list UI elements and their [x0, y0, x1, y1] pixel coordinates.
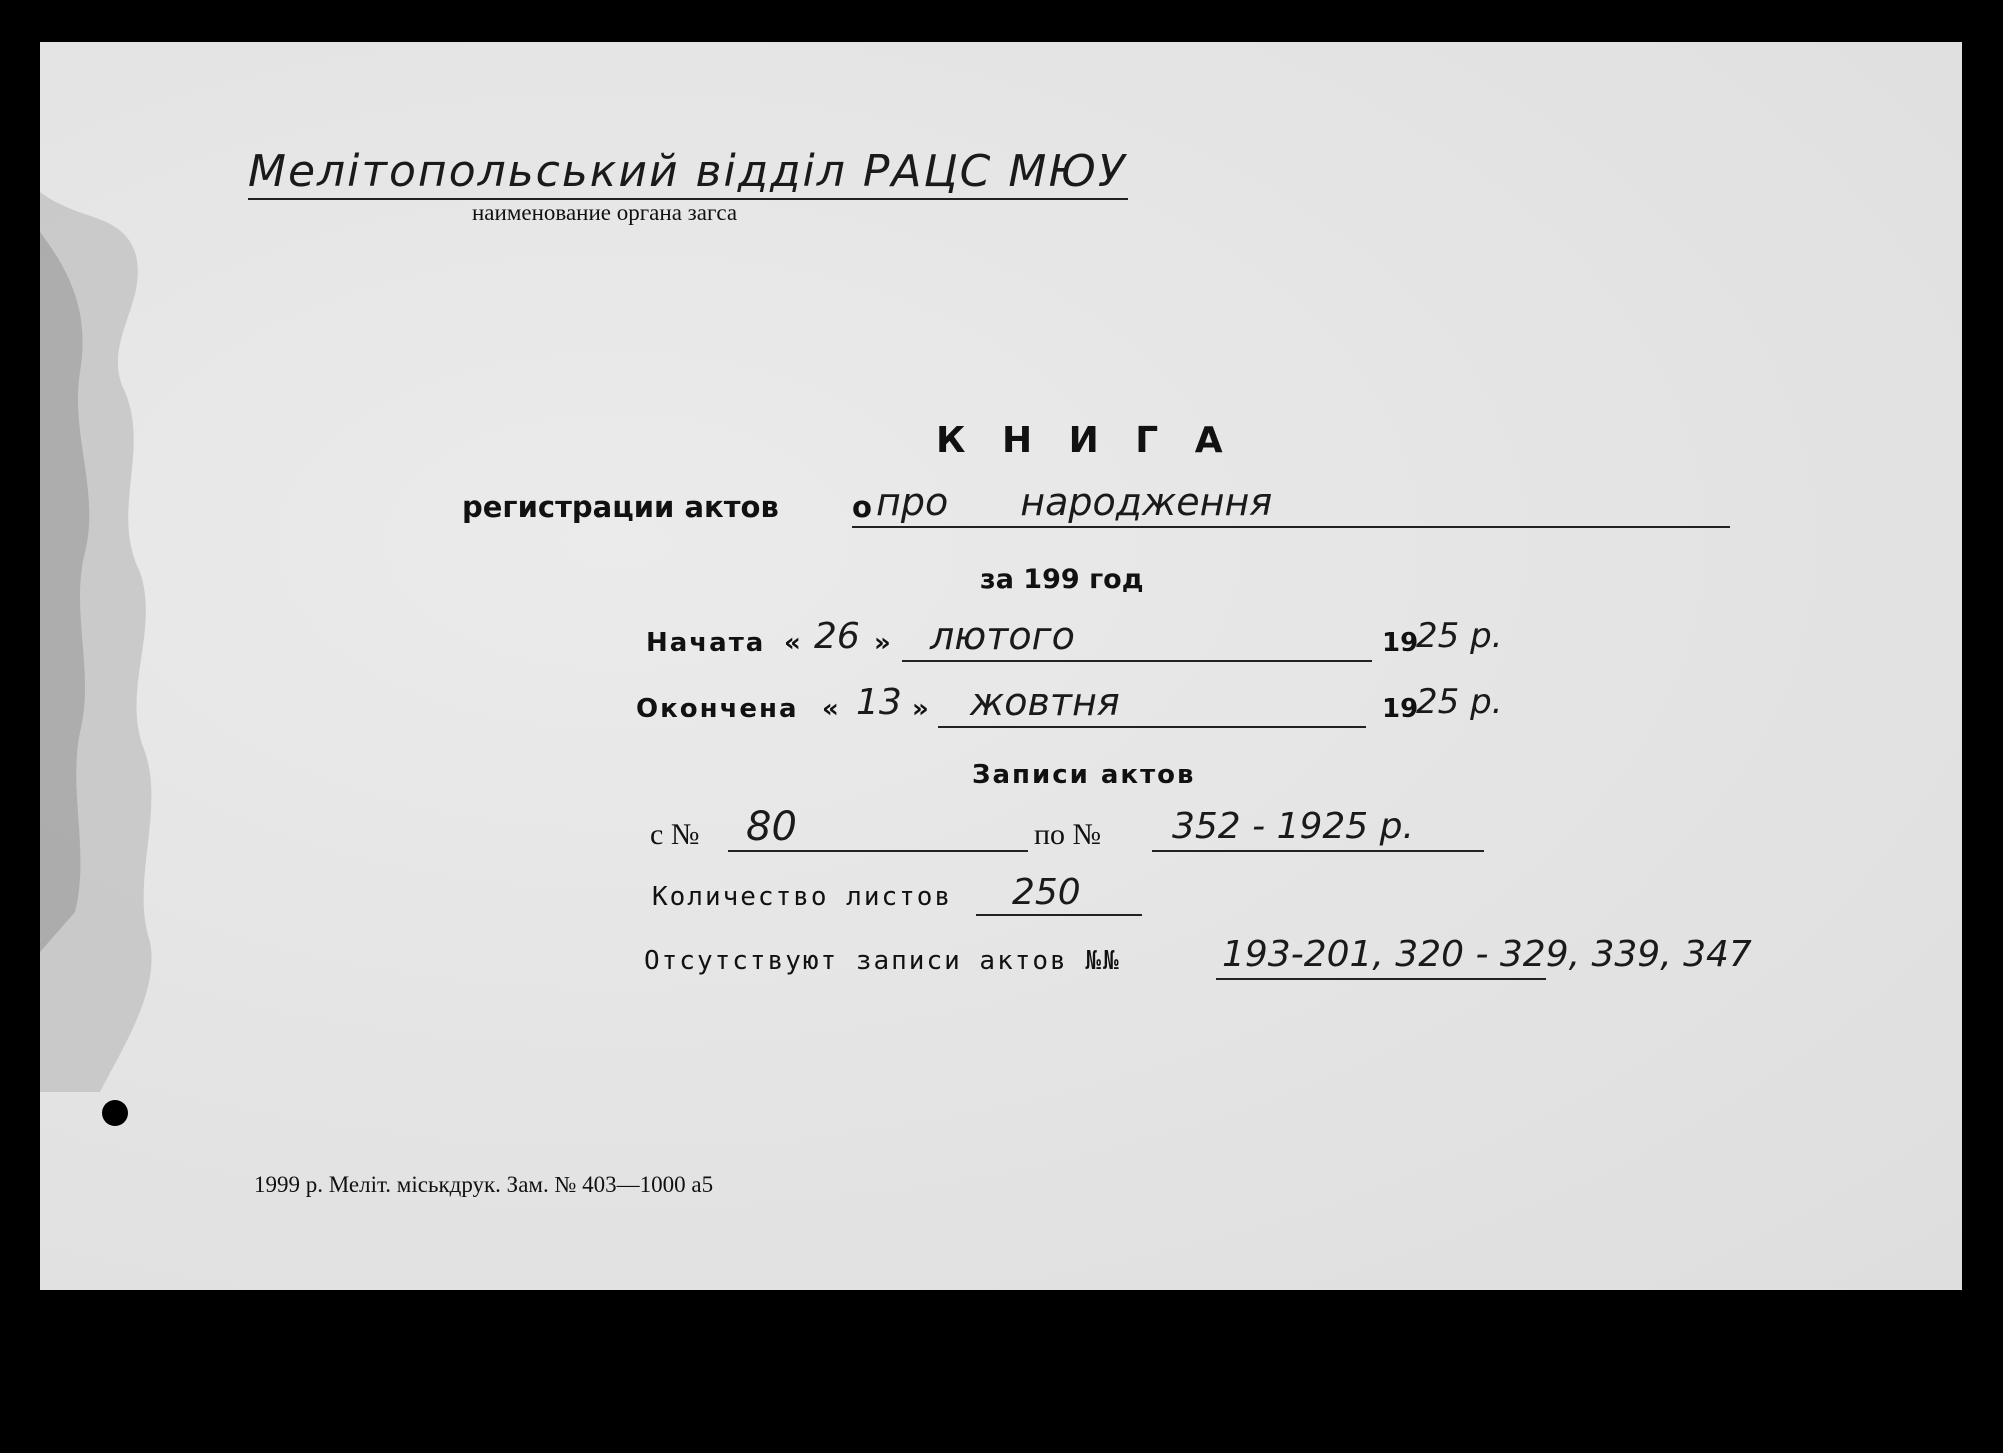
- registration-crossed: о: [852, 490, 872, 524]
- started-open-quote: «: [784, 628, 801, 658]
- registration-label: регистрации актов: [462, 490, 779, 524]
- ended-open-quote: «: [822, 694, 839, 724]
- started-day: 26: [814, 616, 860, 657]
- office-caption: наименование органа загса: [472, 200, 738, 225]
- records-to-value: 352 - 1925 р.: [1172, 806, 1414, 847]
- ended-day: 13: [856, 682, 902, 723]
- records-from-value: 80: [746, 804, 797, 850]
- ended-underline: [938, 726, 1366, 728]
- torn-edge-stain: [40, 192, 190, 1092]
- ended-close-quote: »: [912, 694, 929, 724]
- missing-label: Отсутствуют записи актов №№: [644, 946, 1121, 976]
- started-year-written: 25 р.: [1416, 616, 1503, 656]
- ended-month: жовтня: [970, 680, 1120, 724]
- started-label: Начата: [646, 628, 766, 658]
- ended-label: Окончена: [636, 694, 799, 724]
- ended-year-printed: 19: [1382, 694, 1419, 724]
- missing-underline: [1216, 978, 1546, 980]
- records-to-label: по №: [1034, 818, 1102, 851]
- started-underline: [902, 660, 1372, 662]
- year-line: за 199 год: [980, 564, 1144, 595]
- binding-hole: [102, 1100, 128, 1126]
- missing-value: 193-201, 320 - 329, 339, 347: [1222, 934, 1752, 975]
- started-year-printed: 19: [1382, 628, 1419, 658]
- registration-type: про народження: [876, 480, 1273, 524]
- book-title: К Н И Г А: [936, 420, 1235, 461]
- sheets-label: Количество листов: [652, 882, 953, 912]
- document-page: [40, 42, 1962, 1290]
- records-from-underline: [728, 850, 1028, 852]
- ended-year-written: 25 р.: [1416, 682, 1503, 722]
- sheets-underline: [976, 914, 1142, 916]
- records-to-underline: [1152, 850, 1484, 852]
- office-name: Мелітопольський відділ РАЦС МЮУ: [248, 146, 1127, 197]
- sheets-value: 250: [1012, 872, 1081, 913]
- started-month: лютого: [930, 614, 1075, 658]
- started-close-quote: »: [874, 628, 891, 658]
- registration-underline: [852, 526, 1730, 528]
- records-from-label: с №: [650, 818, 700, 851]
- printer-imprint: 1999 р. Меліт. міськдрук. Зам. № 403—1000 а5: [254, 1172, 714, 1197]
- records-heading: Записи актов: [972, 760, 1196, 790]
